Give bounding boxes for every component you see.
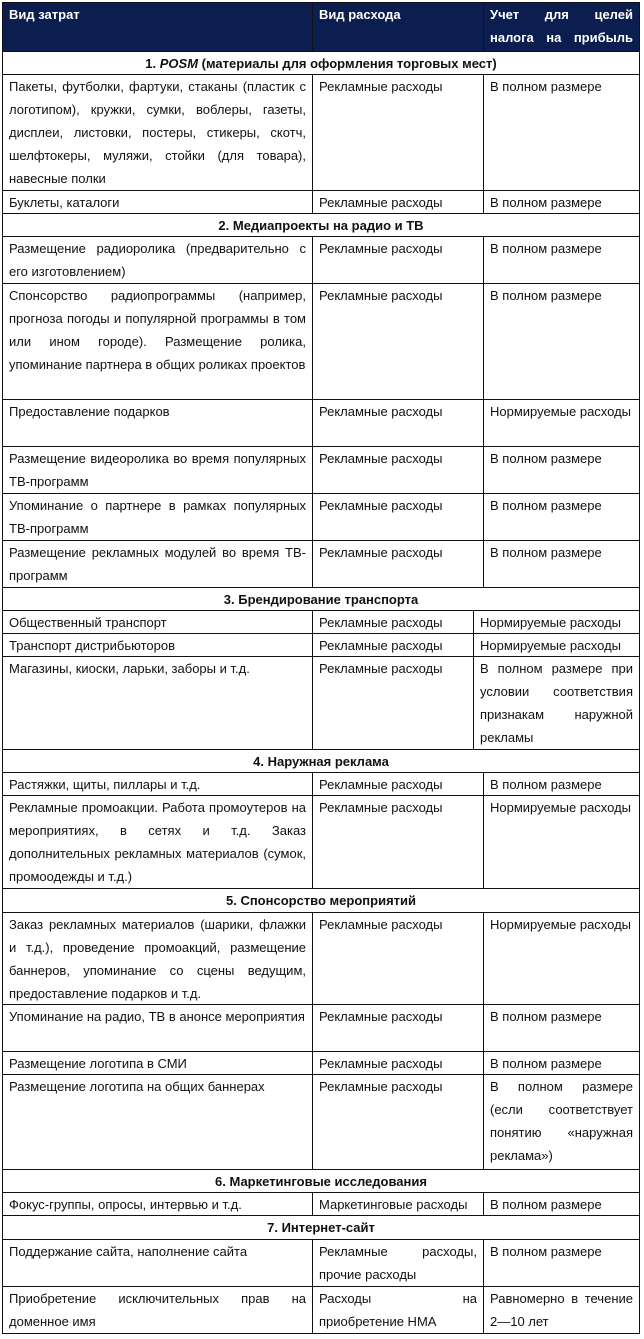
cost-cell: Упоминание на радио, ТВ в анонсе мероприятия: [2, 1004, 313, 1052]
tax-cell: В полном размере: [483, 446, 640, 494]
tax-cell: В полном размере: [483, 190, 640, 214]
tax-cell: В полном размере: [483, 74, 640, 191]
expense-cell: Рекламные расходы: [312, 656, 474, 750]
cost-cell: Транспорт дистрибьюторов: [2, 633, 313, 657]
section-1-num: 1.: [145, 56, 157, 71]
tax-cell: Нормируемые расходы: [473, 610, 640, 634]
cost-cell: Фокус-группы, опросы, интервью и т.д.: [2, 1192, 313, 1216]
expense-cell: Маркетинговые расходы: [312, 1192, 484, 1216]
table-row: [2, 74, 640, 190]
tax-cell: В полном размере: [483, 1051, 640, 1075]
expense-cell: Рекламные расходы: [312, 912, 484, 1005]
table-row: [2, 1051, 640, 1074]
table-row: [2, 540, 640, 587]
expense-cell: Рекламные расходы: [312, 1074, 484, 1170]
tax-cell: Нормируемые расходы: [473, 633, 640, 657]
expense-cell: Расходы на приобретение НМА: [312, 1286, 484, 1334]
expense-cell: Рекламные расходы: [312, 283, 484, 400]
cost-cell: Растяжки, щиты, пиллары и т.д.: [2, 772, 313, 796]
header-tax-accounting: Учет для целей налога на прибыль: [483, 2, 640, 51]
cost-cell: Буклеты, каталоги: [2, 190, 313, 214]
cost-cell: Магазины, киоски, ларьки, заборы и т.д.: [2, 656, 313, 750]
table-row: [2, 1192, 640, 1215]
expense-cell: Рекламные расходы: [312, 1051, 484, 1075]
table-row: [2, 656, 640, 749]
table-row: [2, 1004, 640, 1051]
expense-cell: Рекламные расходы: [312, 190, 484, 214]
expense-cell: Рекламные расходы: [312, 610, 474, 634]
table-row: [2, 772, 640, 795]
table-row: [2, 236, 640, 283]
tax-cell: Нормируемые расходы: [483, 399, 640, 447]
section-1-title: [2, 51, 640, 74]
section-2-title: 2. Медиапроекты на радио и ТВ: [2, 213, 640, 236]
table-header: [2, 2, 640, 51]
tax-cell: В полном размере: [483, 236, 640, 284]
section-4-title: 4. Наружная реклама: [2, 749, 640, 772]
header-expense-type: Вид расхода: [312, 2, 484, 51]
cost-cell: Размещение логотипа в СМИ: [2, 1051, 313, 1075]
section-3-title: 3. Брендирование транспорта: [2, 587, 640, 610]
cost-cell: Поддержание сайта, наполнение сайта: [2, 1239, 313, 1287]
section-1-rest: (материалы для оформления торговых мест): [201, 56, 497, 71]
section-5-title: 5. Спонсорство мероприятий: [2, 888, 640, 912]
table-row: [2, 795, 640, 888]
cost-cell: Предоставление подарков: [2, 399, 313, 447]
cost-cell: Пакеты, футболки, фартуки, стаканы (пластик с логотипом), кружки, сумки, воблеры, газеты, дисплеи, листовки, постеры, стикеры, скотч, шелфтокеры, муляжи, стойки (для товара), навесные полки: [2, 74, 313, 191]
expense-cell: Рекламные расходы: [312, 1004, 484, 1052]
tax-cell: В полном размере: [483, 1192, 640, 1216]
cost-cell: Заказ рекламных материалов (шарики, флажки и т.д.), проведение промоакций, размещение баннеров, упоминание со сцены ведущим, предоставление подарков и т.д.: [2, 912, 313, 1005]
tax-cell: Нормируемые расходы: [483, 912, 640, 1005]
expense-cell: Рекламные расходы: [312, 493, 484, 541]
table-row: [2, 633, 640, 656]
expense-cell: Рекламные расходы: [312, 399, 484, 447]
tax-cell: Нормируемые расходы: [483, 795, 640, 889]
tax-cell: Равномерно в течение 2—10 лет: [483, 1286, 640, 1334]
expense-cell: Рекламные расходы, прочие расходы: [312, 1239, 484, 1287]
header-cost-type: Вид затрат: [2, 2, 313, 51]
cost-cell: Размещение рекламных модулей во время ТВ-программ: [2, 540, 313, 588]
table-row: [2, 912, 640, 1004]
table-row: [2, 610, 640, 633]
table-row: [2, 1239, 640, 1286]
expense-cell: Рекламные расходы: [312, 74, 484, 191]
cost-cell: Размещение радиоролика (предварительно с его изготовлением): [2, 236, 313, 284]
tax-cell: В полном размере при условии соответствия признакам наружной рекламы: [473, 656, 640, 750]
section-6-title: 6. Маркетинговые исследования: [2, 1169, 640, 1192]
expense-cell: Рекламные расходы: [312, 772, 484, 796]
expense-cell: Рекламные расходы: [312, 540, 484, 588]
tax-cell: В полном размере: [483, 1239, 640, 1287]
tax-cell: В полном размере: [483, 493, 640, 541]
expense-cell: Рекламные расходы: [312, 446, 484, 494]
table-row: [2, 1074, 640, 1169]
tax-cell: В полном размере: [483, 1004, 640, 1052]
tax-cell: В полном размере: [483, 283, 640, 400]
section-1-em: POSM: [159, 56, 199, 71]
table-row: [2, 446, 640, 493]
cost-cell: Приобретение исключительных прав на доменное имя: [2, 1286, 313, 1334]
table-row: [2, 190, 640, 213]
table-row: [2, 493, 640, 540]
expense-cell: Рекламные расходы: [312, 236, 484, 284]
cost-cell: Размещение видеоролика во время популярных ТВ-программ: [2, 446, 313, 494]
section-7-title: 7. Интернет-сайт: [2, 1215, 640, 1239]
cost-cell: Упоминание о партнере в рамках популярных ТВ-программ: [2, 493, 313, 541]
tax-cell: В полном размере: [483, 772, 640, 796]
expense-cell: Рекламные расходы: [312, 633, 474, 657]
table-row: [2, 283, 640, 399]
tax-cell: В полном размере: [483, 540, 640, 588]
expense-cell: Рекламные расходы: [312, 795, 484, 889]
cost-cell: Спонсорство радиопрограммы (например, прогноза погоды и популярной программы в том или ином городе). Размещение ролика, упоминание партнера в общих роликах проектов: [2, 283, 313, 400]
table-row: [2, 1286, 640, 1334]
cost-cell: Размещение логотипа на общих баннерах: [2, 1074, 313, 1170]
cost-cell: Рекламные промоакции. Работа промоутеров на мероприятиях, в сетях и т.д. Заказ дополнительных рекламных материалов (сумок, промоодежды и т.д.): [2, 795, 313, 889]
tax-cell: В полном размере (если соответствует понятию «наружная реклама»): [483, 1074, 640, 1170]
cost-cell: Общественный транспорт: [2, 610, 313, 634]
table-row: [2, 399, 640, 446]
